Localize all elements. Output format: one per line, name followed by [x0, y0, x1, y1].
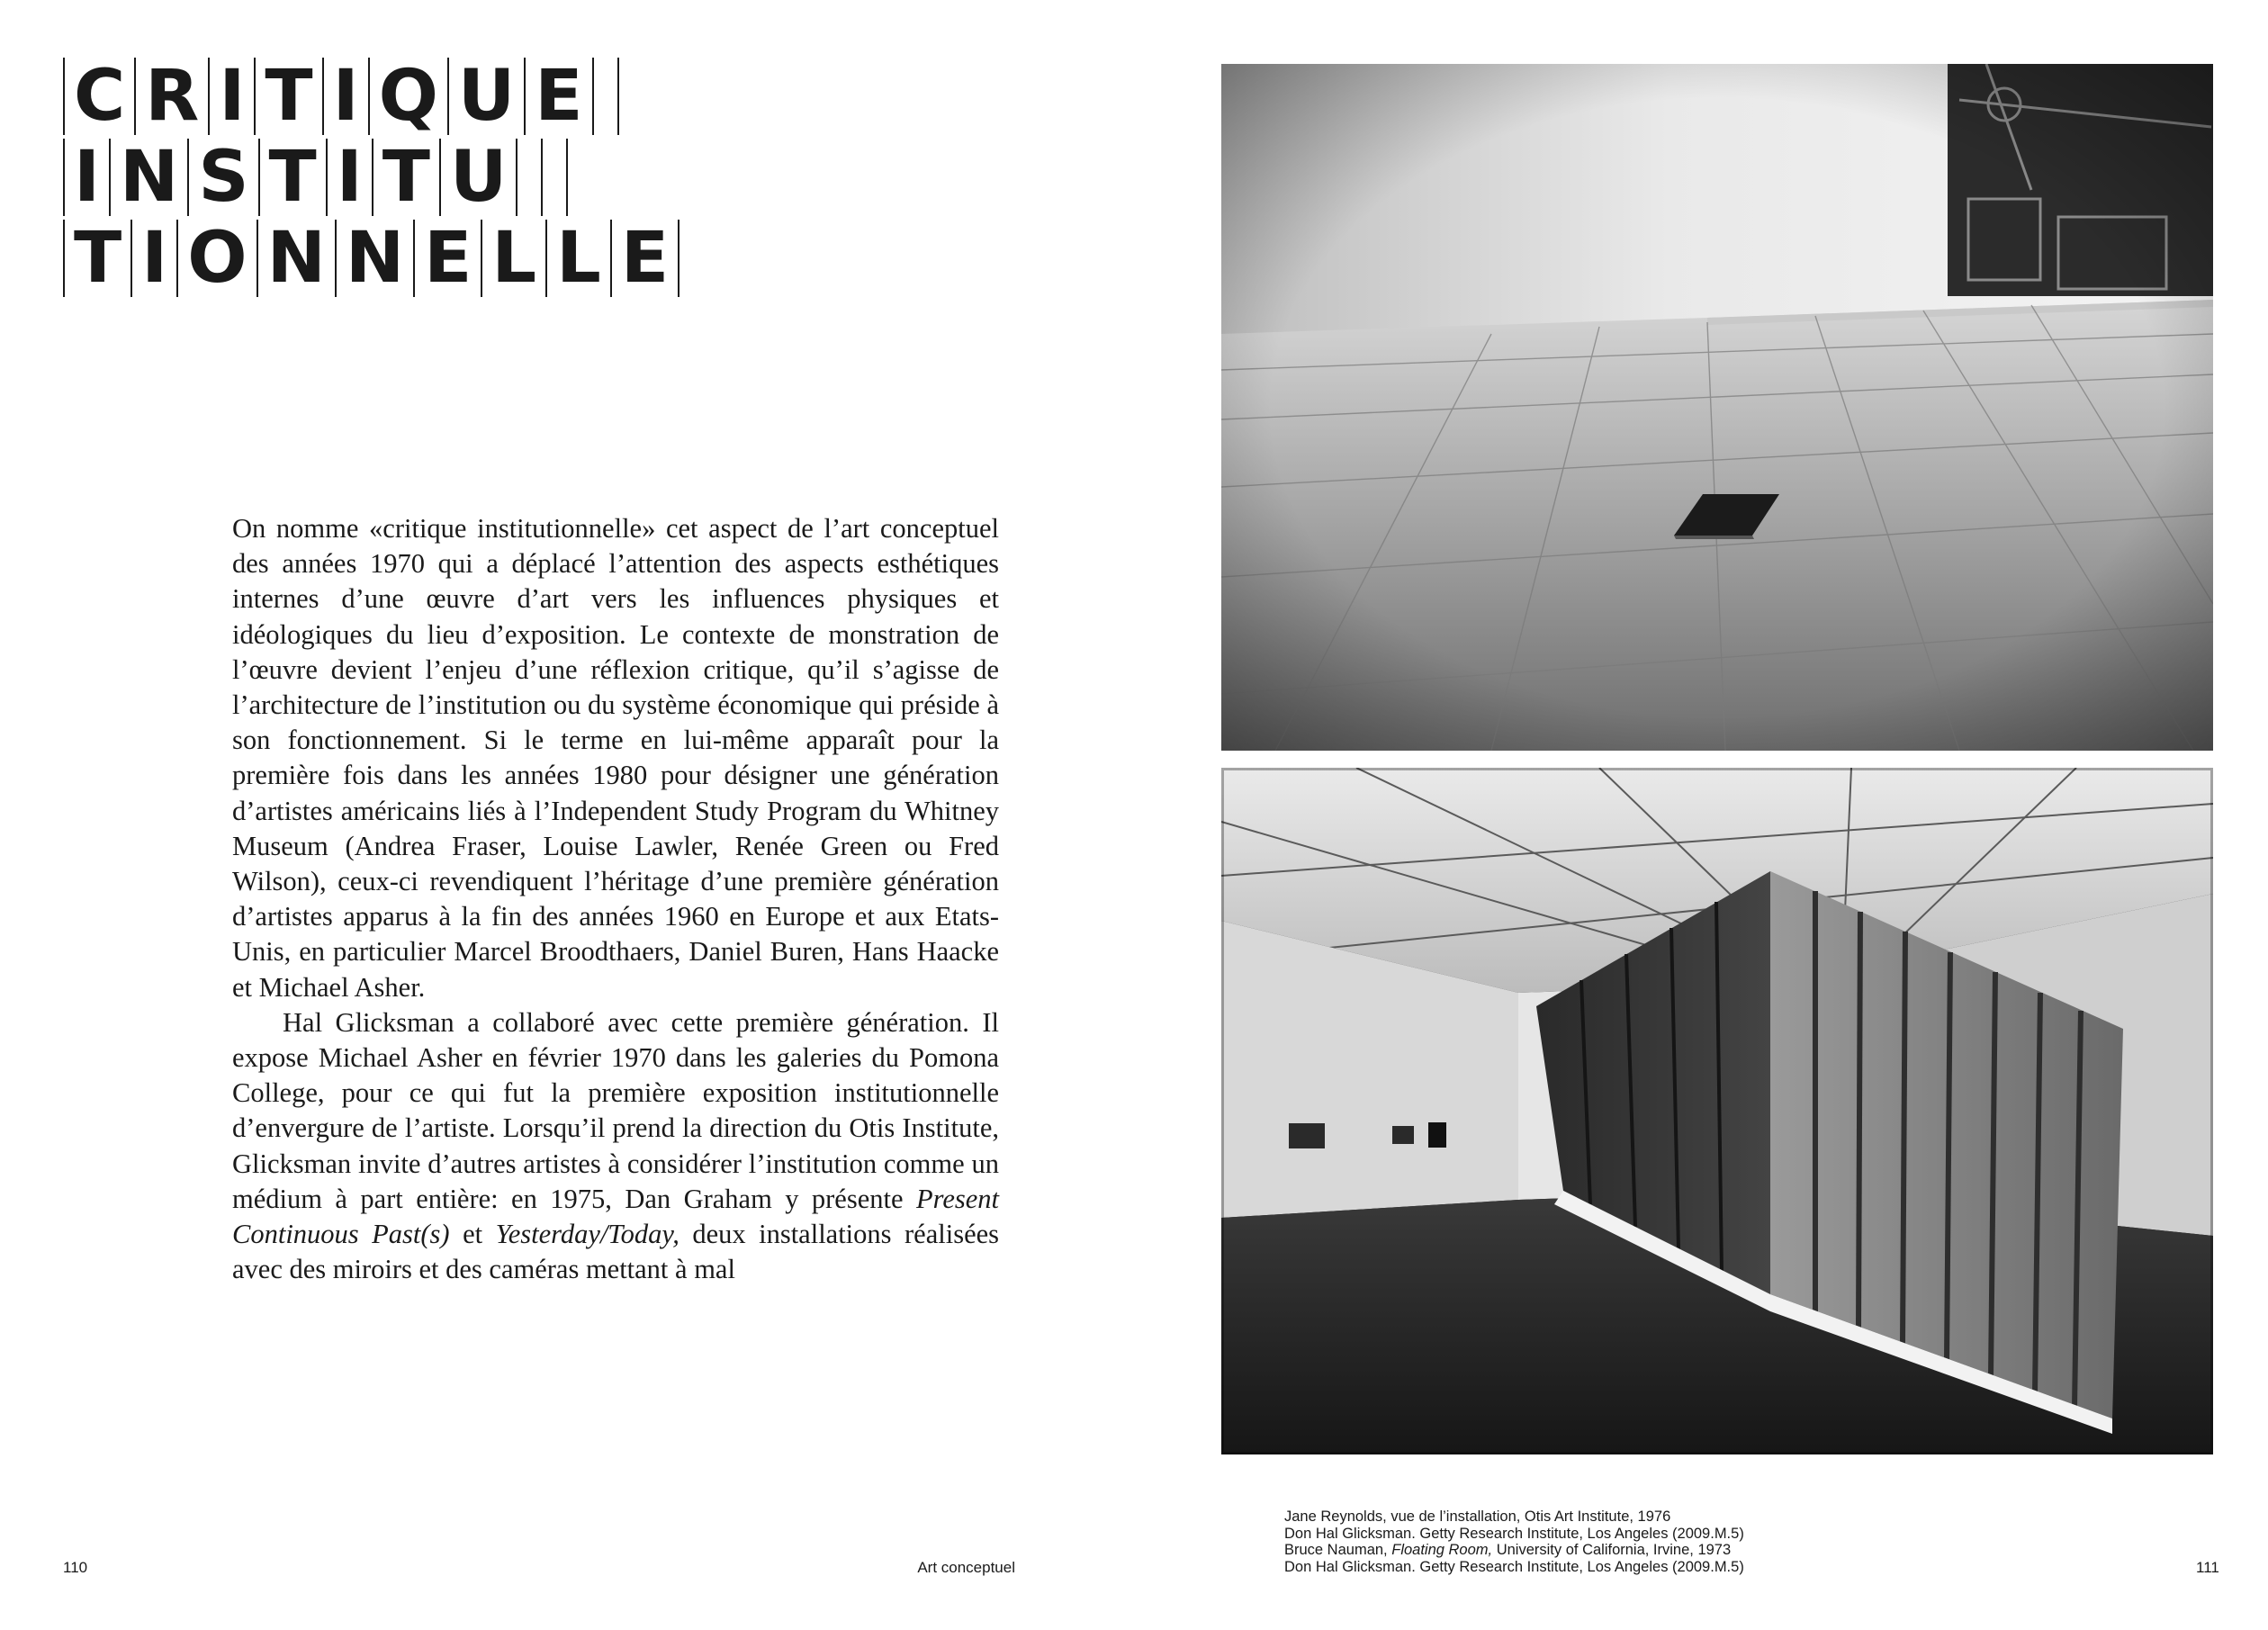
paragraph-2-part-a: Hal Glicksman a collaboré avec cette première génération. Il expose Michael Asher en février 1970 dans les galeries du Pomona College, pour ce qui fut la première exposition institutionnelle d’envergure de l’artiste. Lorsqu’il prend la direction du Otis Institute, Glicksman invite d’autres artistes à considérer l’institution comme un médium à part entière: en 1975, Dan Graham y présente: [232, 1006, 999, 1214]
title-letter: T: [254, 58, 321, 135]
running-head: Art conceptuel: [917, 1559, 1015, 1576]
caption-line-2: Don Hal Glicksman. Getty Research Institute, Los Angeles (2009.M.5): [1284, 1525, 1744, 1542]
title-letter: E: [524, 58, 591, 135]
work-title-present-continuous: Present Continuous Past(s): [232, 1183, 999, 1250]
title-letter: T: [372, 139, 439, 216]
caption-3-rest: University of California, Irvine, 1973: [1492, 1542, 1732, 1558]
title-line-1: [63, 58, 680, 135]
chapter-title: [63, 58, 680, 301]
title-letter: O: [176, 220, 256, 297]
title-letter: L: [545, 220, 610, 297]
title-letter: U: [439, 139, 516, 216]
title-grid-rule: [678, 220, 680, 297]
title-letter: E: [610, 220, 678, 297]
title-letter: E: [413, 220, 481, 297]
title-letter: N: [109, 139, 187, 216]
photo-floating-room: [1221, 768, 2213, 1454]
title-grid-rule: [592, 58, 617, 135]
title-letter: Q: [368, 58, 447, 135]
title-letter: N: [335, 220, 413, 297]
title-letter: T: [63, 220, 130, 297]
paragraph-2-part-c: deux installations réalisées avec des miroirs et des caméras mettant à mal: [232, 1219, 1000, 1285]
title-grid-rule: [617, 58, 619, 135]
paragraph-2-part-b: et: [449, 1219, 496, 1250]
title-line-3: [63, 220, 680, 297]
title-letter: I: [208, 58, 254, 135]
paragraph-1: On nomme «critique institutionnelle» cet aspect de l’art conceptuel des années 1970 qui a déplacé l’attention des aspects esthétiques internes d’une œuvre d’art vers les influences physiques et idéologiques du lieu d’exposition. Le contexte de monstration de l’œuvre devient l’enjeu d’une réflexion critique, qu’il s’agisse de l’architecture de l’institution ou du système économique qui préside à son fonctionnement. Si le terme en lui-même apparaît pour la première fois dans les années 1980 pour désigner une génération d’artistes américains liés à l’Independent Study Program du Whitney Museum (Andrea Fraser, Louise Lawler, Renée Green ou Fred Wilson), ceux-ci revendiquent l’héritage d’une première génération d’artistes apparus à la fin des années 1960 en Europe et aux Etats-Unis, en particulier Marcel Broodthaers, Daniel Buren, Hans Haacke et Michael Asher.: [232, 513, 999, 1003]
caption-3-artist: Bruce Nauman,: [1284, 1542, 1392, 1558]
title-letter: I: [322, 58, 368, 135]
title-letter: I: [63, 139, 109, 216]
caption-line-4: Don Hal Glicksman. Getty Research Institute, Los Angeles (2009.M.5): [1284, 1558, 1744, 1575]
body-text: [232, 511, 999, 1287]
caption-line-1: Jane Reynolds, vue de l’installation, Otis Art Institute, 1976: [1284, 1508, 1671, 1525]
title-letter: N: [256, 220, 335, 297]
title-letter: U: [447, 58, 524, 135]
title-grid-rule: [516, 139, 541, 216]
title-letter: C: [63, 58, 134, 135]
caption-3-title: Floating Room,: [1391, 1542, 1493, 1558]
work-title-yesterday-today: Yesterday/Today,: [495, 1219, 680, 1250]
title-letter: T: [258, 139, 326, 216]
page-number-right: 111: [2196, 1559, 2219, 1576]
title-letter: S: [187, 139, 257, 216]
paragraph-2: [232, 1005, 999, 1288]
title-letter: L: [481, 220, 545, 297]
caption-line-3: [1284, 1542, 1744, 1559]
photo-captions: [1284, 1508, 1744, 1575]
title-grid-rule: [541, 139, 566, 216]
title-letter: I: [130, 220, 176, 297]
title-grid-rule: [566, 139, 568, 216]
title-letter: R: [134, 58, 208, 135]
page-number-left: 110: [63, 1559, 88, 1576]
title-line-2: [63, 139, 680, 216]
title-letter: I: [326, 139, 372, 216]
photo-gallery-floor-opening: [1221, 64, 2213, 751]
